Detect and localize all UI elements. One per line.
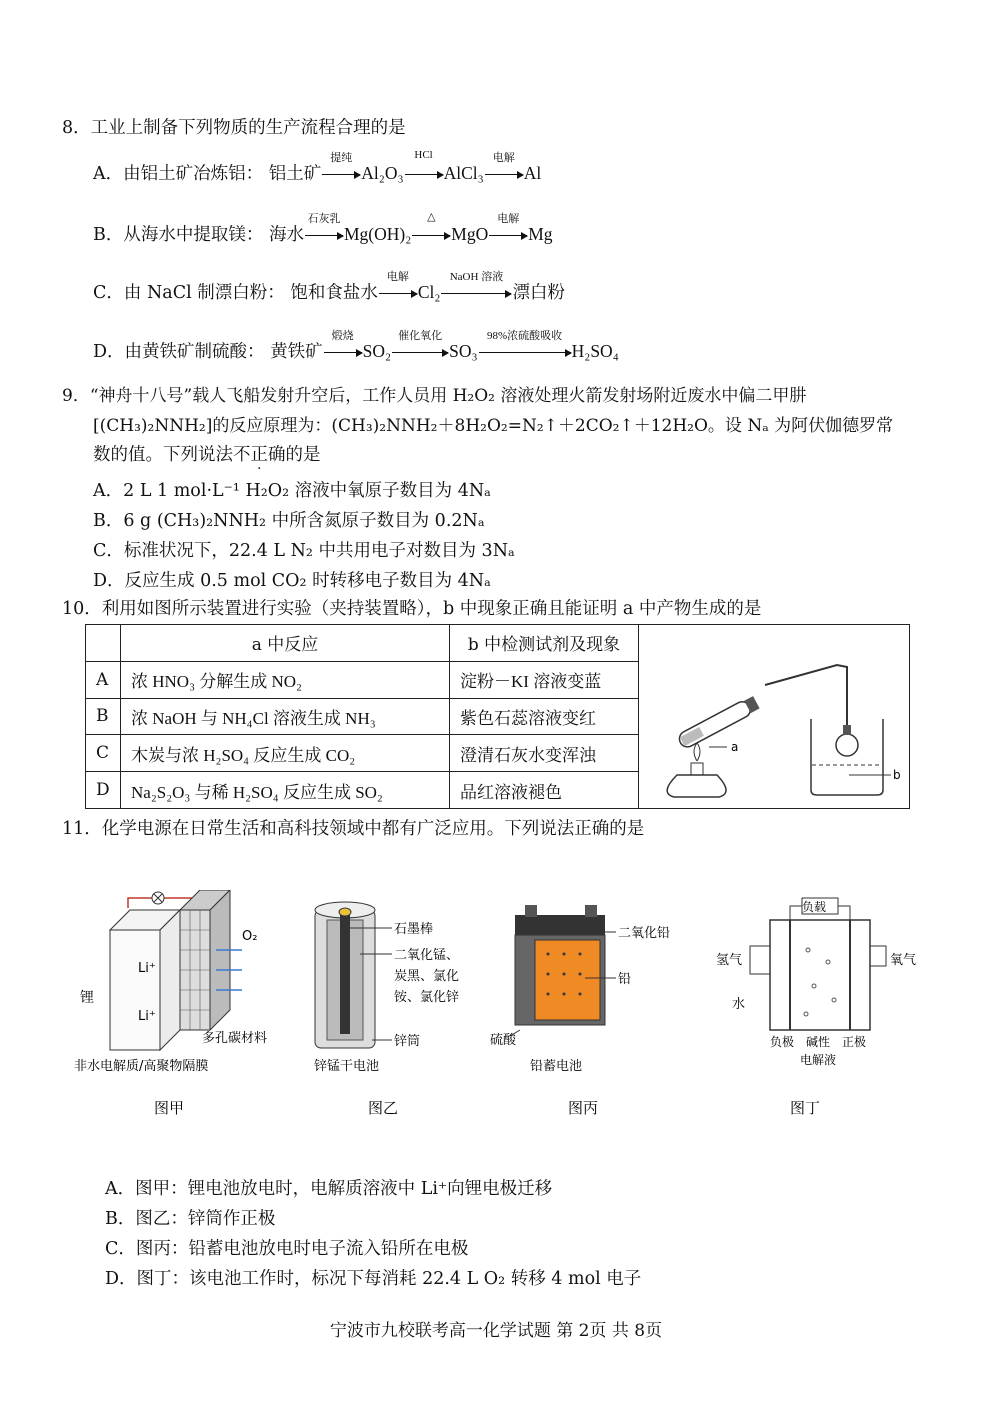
label-porous-carbon: 多孔碳材料 xyxy=(202,1031,268,1046)
q8-option-b xyxy=(93,211,553,246)
table-cell: D xyxy=(86,772,121,809)
table-cell: 紫色石蕊溶液变红 xyxy=(450,698,639,735)
q11-option-a: A．图甲：锂电池放电时，电解质溶液中 Li⁺向锂电极迁移 xyxy=(105,1179,553,1199)
q11-stem: 11．化学电源在日常生活和高科技领域中都有广泛应用。下列说法正确的是 xyxy=(62,819,645,839)
q9-stem-line3: 数的值。下列说法不正确的是 xyxy=(93,445,321,465)
q8-b-flow: 海水 石灰乳 Mg(OH)₂ △ MgO 电解 Mg xyxy=(268,211,553,244)
table-header-cell: b 中检测试剂及现象 xyxy=(450,625,639,662)
apparatus-diagram xyxy=(639,625,909,803)
label-battery-name: 锌锰干电池 xyxy=(314,1059,380,1074)
figure-caption: 图甲 xyxy=(154,1099,185,1117)
table-cell: 浓 HNO₃ 分解生成 NO₂ xyxy=(121,661,450,698)
table-cell: Na₂S₂O₃ 与稀 H₂SO₄ 反应生成 SO₂ xyxy=(121,772,450,809)
table-cell: 木炭与浓 H₂SO₄ 反应生成 CO₂ xyxy=(121,735,450,772)
table-header-row xyxy=(86,625,910,662)
table-cell: 淀粉－KI 溶液变蓝 xyxy=(450,661,639,698)
q8-a-flow: 铝土矿 提纯 Al₂O₃ HCl AlCl₃ 电解 Al xyxy=(268,149,542,183)
q8-stem: 8．工业上制备下列物质的生产流程合理的是 xyxy=(62,118,406,138)
label-negative: 负极 xyxy=(770,1035,795,1049)
label-water: 水 xyxy=(732,997,746,1012)
label-positive: 正极 xyxy=(842,1035,867,1049)
table-header-cell xyxy=(86,625,121,662)
label-li-ion: Li⁺ xyxy=(138,1009,156,1024)
figure-zinc-manganese-battery xyxy=(300,890,490,1125)
q11-option-b: B．图乙：锌筒作正极 xyxy=(105,1209,276,1229)
label-o2: O₂ xyxy=(242,929,258,944)
apparatus-cell xyxy=(639,625,910,809)
label-mixture-line3: 铵、氯化锌 xyxy=(394,990,460,1005)
label-hydrogen: 氢气 xyxy=(716,953,743,968)
figure-lithium-battery xyxy=(70,890,280,1125)
figure-caption: 图丁 xyxy=(790,1099,821,1117)
table-cell: B xyxy=(86,698,121,735)
label-zinc-can: 锌筒 xyxy=(394,1034,421,1049)
q10-table xyxy=(85,624,910,809)
label-lithium: 锂 xyxy=(80,990,94,1006)
q9-stem-line2: [(CH₃)₂NNH₂]的反应原理为：(CH₃)₂NNH₂＋8H₂O₂=N₂↑＋2CO₂↑＋12H₂O。设 Nₐ 为阿伏伽德罗常 xyxy=(93,416,894,436)
label-lead: 铅 xyxy=(618,972,632,987)
label-alkaline: 碱性 xyxy=(806,1035,831,1049)
figure-caption: 图乙 xyxy=(368,1099,399,1117)
label-li-ion: Li⁺ xyxy=(138,961,156,976)
figure-fuel-cell xyxy=(710,890,930,1125)
page-footer: 宁波市九校联考高一化学试题 第 2页 共 8页 xyxy=(329,1321,663,1341)
figure-lead-acid-battery xyxy=(490,890,690,1125)
q8-option-a xyxy=(93,149,542,185)
q9-option-d: D．反应生成 0.5 mol CO₂ 时转移电子数目为 4Nₐ xyxy=(93,571,491,591)
label-a: a xyxy=(731,740,739,754)
label-graphite: 石墨棒 xyxy=(394,922,434,937)
label-load: 负载 xyxy=(802,900,827,914)
q8-c-prefix: C．由 NaCl 制漂白粉： xyxy=(93,283,285,303)
q9-option-b: B．6 g (CH₃)₂NNH₂ 中所含氮原子数目为 0.2Nₐ xyxy=(93,511,485,531)
q8-d-prefix: D．由黄铁矿制硫酸： xyxy=(93,342,265,362)
label-b: b xyxy=(893,768,901,782)
q9-emphasis: 不正确 xyxy=(233,445,286,465)
label-battery-name: 铅蓄电池 xyxy=(530,1059,583,1074)
label-oxygen: 氧气 xyxy=(890,953,917,968)
figure-caption: 图丙 xyxy=(568,1099,599,1117)
q11-option-d: D．图丁：该电池工作时，标况下每消耗 22.4 L O₂ 转移 4 mol 电子 xyxy=(105,1269,642,1289)
label-lead-dioxide: 二氧化铅 xyxy=(618,926,671,941)
table-cell: 品红溶液褪色 xyxy=(450,772,639,809)
q11-option-c: C．图丙：铅蓄电池放电时电子流入铅所在电极 xyxy=(105,1239,469,1259)
label-electrolyte: 电解液 xyxy=(800,1053,837,1067)
table-cell: C xyxy=(86,735,121,772)
q10-stem: 10．利用如图所示装置进行实验（夹持装置略），b 中现象正确且能证明 a 中产物生成的是 xyxy=(62,599,762,619)
table-header-cell: a 中反应 xyxy=(121,625,450,662)
table-cell: 澄清石灰水变浑浊 xyxy=(450,735,639,772)
table-cell: 浓 NaOH 与 NH₄Cl 溶液生成 NH₃ xyxy=(121,698,450,735)
q9-stem-line1: 9．“神舟十八号”载人飞船发射升空后，工作人员用 H₂O₂ 溶液处理火箭发射场附近废水中偏二甲肼 xyxy=(62,386,807,406)
q8-option-d xyxy=(93,330,619,363)
label-mixture-line1: 二氧化锰、 xyxy=(394,948,460,963)
q8-b-prefix: B．从海水中提取镁： xyxy=(93,225,264,245)
table-cell: A xyxy=(86,661,121,698)
label-mixture-line2: 炭黑、氯化 xyxy=(394,969,460,984)
q8-d-flow: 黄铁矿 煅烧 SO₂ 催化氧化 SO₃ 98%浓硫酸吸收 H₂SO₄ xyxy=(270,330,619,361)
label-separator: 非水电解质/高聚物隔膜 xyxy=(74,1059,209,1074)
label-sulfuric-acid: 硫酸 xyxy=(490,1033,517,1048)
q9-option-a: A．2 L 1 mol·L⁻¹ H₂O₂ 溶液中氧原子数目为 4Nₐ xyxy=(93,481,491,501)
q9-option-c: C．标准状况下，22.4 L N₂ 中共用电子对数目为 3Nₐ xyxy=(93,541,515,561)
q8-a-prefix: A．由铝土矿冶炼铝： xyxy=(93,164,264,184)
q8-c-flow: 饱和食盐水 电解 Cl₂ NaOH 溶液 漂白粉 xyxy=(290,271,565,302)
q8-option-c xyxy=(93,271,565,304)
